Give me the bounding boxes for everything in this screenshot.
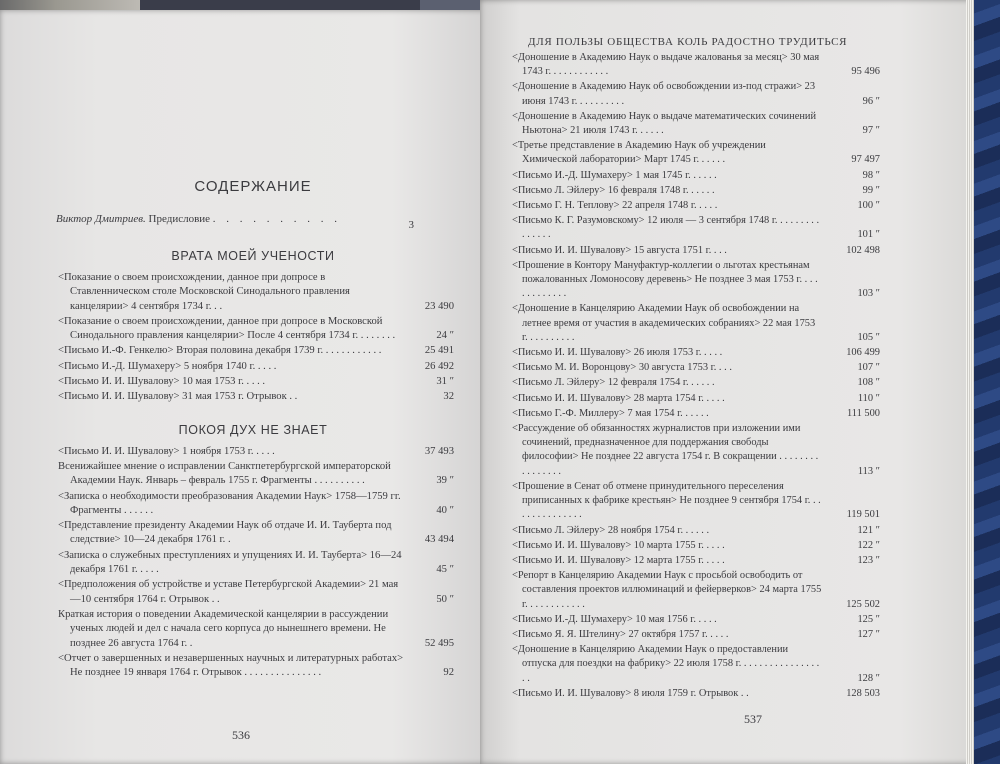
toc-entry	[508, 628, 880, 642]
entry-text: <Письмо И.-Д. Шумахеру> 1 мая 1745 г. . . . . .	[512, 169, 717, 181]
entry-text: <Доношение в Академию Наук об освобождении из-под стражи> 23 июня 1743 г. . . . . . . . . .	[512, 81, 816, 107]
entry-page: 111 500	[847, 407, 880, 419]
entry-text: <Рассуждение об обязанностях журналистов при изложении ими сочинений, предназначенное для поддержания свободы философии> Не позднее 22 августа 1754 г. В сокращении . . . . . . . . . . . . . . . .	[512, 423, 819, 477]
toc-entry	[508, 302, 880, 345]
toc-entry	[508, 480, 880, 523]
entry-text: <Предположения об устройстве и уставе Петербургской Академии> 21 мая—10 сентября 1764 г. Отрывок . .	[58, 579, 399, 605]
toc-entry	[52, 360, 454, 374]
entry-text: <Репорт в Канцелярию Академии Наук с просьбой освободить от составления проектов иллюминаций и фейерверков> 24 марта 1755 г. . . . . . . . . . . .	[512, 570, 822, 610]
entry-page: 110 ″	[857, 392, 880, 404]
right-page-contents	[508, 36, 880, 702]
toc-entry	[508, 361, 880, 375]
entry-text: <Показание о своем происхождении, данное при допросе в Московской Синодального правления канцелярии> После 4 сентября 1734 г. . . . . . . .	[58, 315, 396, 342]
toc-entry	[52, 608, 454, 651]
preface-page: 3	[408, 219, 414, 231]
toc-entry	[508, 376, 880, 390]
entry-text: <Прошение в Сенат об отмене принудительного переселения приписанных к фабрике крестьян> Не позднее 9 сентября 1754 г. . . . . . . . . . . . . . .	[512, 480, 821, 521]
section-entries	[52, 445, 454, 681]
entry-page: 101 ″	[857, 229, 880, 241]
entry-text: <Письмо И. И. Шувалову> 10 марта 1755 г. . . . .	[512, 539, 725, 551]
entry-page: 127 ″	[857, 628, 880, 640]
running-head: ДЛЯ ПОЛЬЗЫ ОБЩЕСТВА КОЛЬ РАДОСТНО ТРУДИТЬСЯ	[528, 36, 848, 48]
preface-author: Виктор Дмитриев.	[56, 213, 146, 225]
toc-entry	[508, 199, 880, 213]
entry-page: 99 ″	[862, 184, 880, 196]
entry-text: <Письмо Л. Эйлеру> 12 февраля 1754 г. . . . . .	[512, 377, 715, 389]
entry-text: <Письмо Л. Эйлеру> 16 февраля 1748 г. . . . . .	[512, 184, 715, 196]
toc-entry	[52, 271, 454, 314]
toc-entry	[508, 392, 880, 406]
entry-page: 50 ″	[436, 593, 454, 605]
toc-title: СОДЕРЖАНИЕ	[194, 178, 312, 195]
entry-page: 43 494	[424, 534, 454, 546]
right-entries	[508, 51, 880, 701]
entry-page: 95 496	[851, 66, 880, 78]
entry-page: 113 ″	[857, 465, 880, 477]
entry-page: 122 ″	[857, 539, 880, 551]
entry-page: 96 ″	[862, 95, 880, 107]
entry-page: 102 498	[846, 244, 880, 256]
page-block-edge	[966, 0, 974, 764]
toc-entry	[52, 490, 454, 519]
entry-page: 125 502	[846, 598, 880, 610]
entry-text: <Представление президенту Академии Наук об отдаче И. И. Тауберта под следствие> 10—24 декабря 1761 г. .	[58, 520, 392, 546]
toc-entry	[52, 578, 454, 607]
entry-text: <Письмо Г. Н. Теплову> 22 апреля 1748 г. . . . .	[512, 200, 718, 212]
entry-text: <Письмо И. И. Шувалову> 26 июля 1753 г. . . . .	[512, 347, 723, 359]
entry-page: 39 ″	[436, 475, 454, 487]
toc-entry	[508, 110, 880, 138]
entry-page: 103 ″	[857, 288, 880, 300]
entry-text: <Письмо И. И. Шувалову> 31 мая 1753 г. Отрывок . .	[58, 391, 298, 403]
entry-text: <Третье представление в Академию Наук об учреждении Химической лаборатории> Март 1745 г. . . . . .	[512, 140, 766, 166]
entry-page: 92	[443, 667, 454, 679]
entry-text: <Прошение в Контору Мануфактур-коллегии о льготах крестьянам пожалованных Ломоносову деревень> Не позднее 3 мая 1753 г. . . . . . . . . . . . .	[512, 259, 818, 300]
entry-text: <Письмо И.-Д. Шумахеру> 10 мая 1756 г. . . . .	[512, 613, 717, 625]
entry-text: <Письмо И. И. Шувалову> 8 июля 1759 г. Отрывок . .	[512, 687, 749, 699]
entry-page: 128 ″	[857, 672, 880, 684]
entry-page: 125 ″	[857, 613, 880, 625]
entry-page: 26 492	[424, 360, 454, 372]
entry-text: <Письмо И. И. Шувалову> 15 августа 1751 г. . . .	[512, 244, 727, 256]
toc-entry	[52, 549, 454, 578]
toc-entry	[52, 460, 454, 489]
section-title: ПОКОЯ ДУХ НЕ ЗНАЕТ	[178, 422, 328, 437]
left-page-number: 536	[232, 728, 250, 742]
toc-entry	[52, 344, 454, 358]
entry-page: 23 490	[424, 300, 454, 312]
entry-page: 31 ″	[436, 376, 454, 388]
left-page-contents	[52, 178, 454, 681]
entry-text: <Доношение в Канцелярию Академии Наук об освобождении на летнее время от участия в академических собраниях> 22 мая 1753 г. . . . . . . . . .	[512, 303, 816, 343]
toc-entry	[52, 375, 454, 389]
toc-entry	[508, 139, 880, 167]
entry-text: <Записка о служебных преступлениях и упущениях И. И. Тауберта> 16—24 декабря 1761 г. . . . .	[58, 549, 402, 576]
entry-text: <Письмо И.-Ф. Генкелю> Вторая половина декабря 1739 г. . . . . . . . . . . .	[58, 345, 382, 357]
entry-page: 108 ″	[857, 377, 880, 389]
entry-text: <Доношение в Академию Наук о выдаче математических сочинений Ньютона> 21 июля 1743 г. . . . . .	[512, 110, 817, 137]
entry-text: <Письмо И.-Д. Шумахеру> 5 ноября 1740 г. . . . .	[58, 360, 277, 372]
entry-page: 128 503	[846, 687, 880, 699]
toc-entry	[52, 445, 454, 459]
entry-page: 45 ″	[436, 564, 454, 576]
preface-title: Предисловие	[148, 213, 211, 225]
preface-entry	[56, 213, 454, 231]
toc-entry	[508, 407, 880, 421]
toc-entry	[508, 569, 880, 612]
toc-entry	[508, 184, 880, 198]
entry-page: 40 ″	[436, 504, 454, 516]
entry-text: <Письмо И. И. Шувалову> 12 марта 1755 г. . . . .	[512, 554, 725, 566]
toc-entry	[508, 524, 880, 538]
entry-page: 52 495	[424, 637, 454, 649]
entry-page: 97 497	[851, 154, 880, 166]
entry-text: <Письмо Я. Я. Штелину> 27 октября 1757 г. . . . .	[512, 628, 729, 640]
entry-page: 24 ″	[436, 330, 454, 342]
entry-text: <Письмо И. И. Шувалову> 10 мая 1753 г. . . . .	[58, 376, 266, 388]
entry-text: <Письмо К. Г. Разумовскому> 12 июля — 3 сентября 1748 г. . . . . . . . . . . . . . .	[512, 215, 820, 241]
entry-page: 121 ″	[857, 524, 880, 536]
toc-entry	[52, 315, 454, 344]
entry-text: Всенижайшее мнение о исправлении Санктпетербургской императорской Академии Наук. Январь – февраль 1755 г. Фрагменты . . . . . . . . . .	[58, 460, 391, 487]
entry-text: Краткая история о поведении Академической канцелярии в рассуждении ученых людей и дел с начала сего корпуса до нынешнего времени. Не позднее 26 августа 1764 г. .	[58, 608, 389, 649]
entry-page: 106 499	[846, 347, 880, 359]
toc-entry	[508, 346, 880, 360]
entry-text: <Доношение в Академию Наук о выдаче жалованья за месяц> 30 мая 1743 г. . . . . . . . . . . .	[512, 52, 820, 78]
section-entries	[52, 271, 454, 405]
toc-entry	[508, 51, 880, 79]
entry-page: 32	[443, 391, 454, 403]
entry-page: 100 ″	[857, 200, 880, 212]
toc-entry	[508, 687, 880, 701]
right-page-number: 537	[744, 712, 762, 726]
toc-entry	[52, 652, 454, 681]
entry-page: 97 ″	[862, 125, 880, 137]
toc-entry	[508, 244, 880, 258]
toc-entry	[508, 422, 880, 479]
entry-text: <Письмо Л. Эйлеру> 28 ноября 1754 г. . . . . .	[512, 524, 710, 536]
toc-entry	[508, 554, 880, 568]
toc-entry	[52, 519, 454, 548]
toc-entry	[52, 390, 454, 404]
entry-page: 107 ″	[857, 362, 880, 374]
entry-text: <Показание о своем происхождении, данное при допросе в Ставленническом столе Московской Синодального правления канцелярии> 4 сентября 1734 г. . .	[58, 272, 350, 312]
entry-page: 98 ″	[862, 169, 880, 181]
backdrop-blue-cloth	[970, 0, 1000, 764]
toc-entry	[508, 613, 880, 627]
entry-page: 119 501	[846, 509, 880, 521]
entry-text: <Письмо И. И. Шувалову> 28 марта 1754 г. . . . .	[512, 392, 725, 404]
entry-text: <Записка о необходимости преобразования Академии Наук> 1758—1759 гг. Фрагменты . . . . . .	[58, 490, 401, 516]
toc-entry	[508, 214, 880, 242]
entry-page: 105 ″	[857, 331, 880, 343]
entry-page: 25 491	[424, 345, 454, 357]
toc-entry	[508, 643, 880, 686]
toc-entry	[508, 169, 880, 183]
entry-text: <Отчет о завершенных и незавершенных научных и литературных работах> Не позднее 19 января 1764 г. Отрывок . . . . . . . . . . . . . . .	[58, 652, 404, 679]
preface-leader: . . . . . . . . . .	[212, 213, 342, 225]
entry-text: <Письмо И. И. Шувалову> 1 ноября 1753 г. . . . .	[58, 445, 275, 457]
entry-page: 123 ″	[857, 554, 880, 566]
toc-entry	[508, 539, 880, 553]
entry-text: <Письмо М. И. Воронцову> 30 августа 1753 г. . . .	[512, 362, 732, 374]
entry-page: 37 493	[424, 445, 454, 457]
entry-text: <Письмо Г.-Ф. Миллеру> 7 мая 1754 г. . . . . .	[512, 407, 709, 419]
toc-entry	[508, 80, 880, 108]
section-title: ВРАТА МОЕЙ УЧЕНОСТИ	[171, 249, 335, 263]
toc-entry	[508, 259, 880, 302]
entry-text: <Доношение в Канцелярию Академии Наук о предоставлении отпуска для поездки на фабрику> 22 июля 1758 г. . . . . . . . . . . . . . . . . .	[512, 644, 820, 684]
